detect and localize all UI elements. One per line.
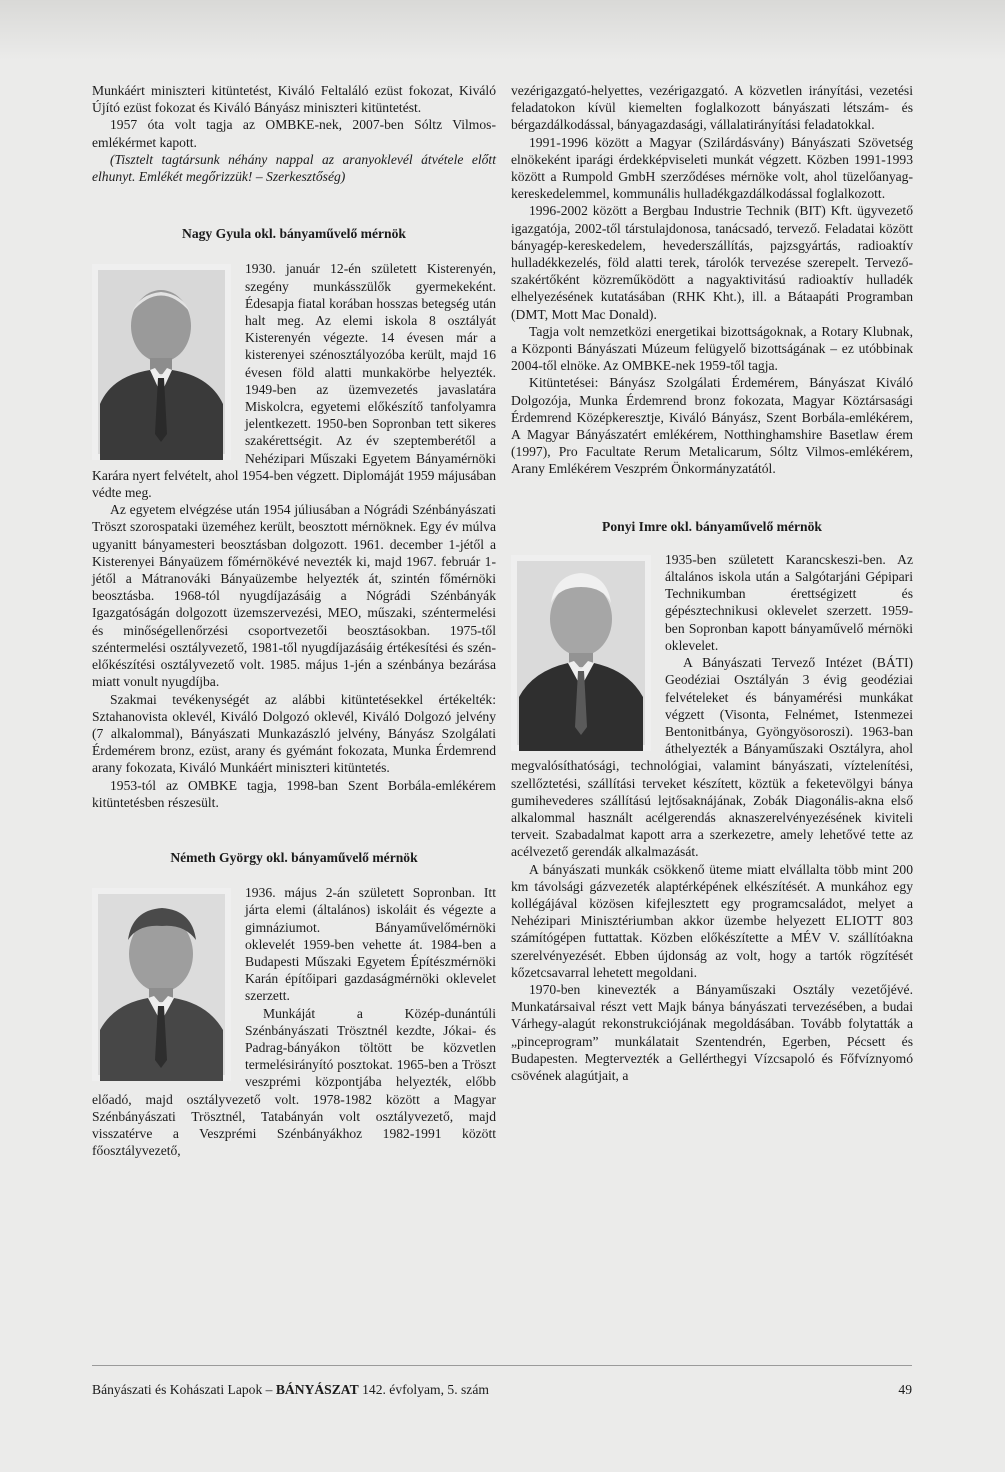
journal-issue: 142. évfolyam, 5. szám [362,1382,489,1397]
bio-paragraph: 1930. január 12-én született Kisterenyén, szegény munkásszülők gyermekeként. Édesapja fiatal korában hosszas betegség után halt meg. Az elemi iskola 8 osztályát Kisterenyén végezte. 14 évesen már a kisterenyei szénosztályozóba került, majd 16 évesen föld alatti munkakörbe helyezték. 1949-ben az üzemvezetés javaslatára Miskolcra, egyetemi előkészítő tanfolyamra jelentkezett. 1950-ben Sopronban tett sikeres szakérettségit. Az év szeptemberétől a Nehézipari Műszaki Egyetem Bányamérnöki Karára nyert felvételt, ahol 1954-ben végzett. Diplomáját 1959 májusában védte meg. [92,261,496,501]
bio-paragraph: 1936. május 2-án született Sopronban. Itt járta elemi (általános) iskoláit és végezte a gimnáziumot. Bányaművelőmérnöki oklevelét 1959-ben vehette át. 1984-ben a Budapesti Műszaki Egyetem Építészmérnöki Karán építőipari gazdaságmérnöki oklevelet szerzett. [245,885,496,1004]
bio-paragraph: 1991-1996 között a Magyar (Szilárdásvány) Bányászati Szövetség elnökeként iparági érdekképviseleti munkát végzett. Közben 1991-1993 között a Rumpold GmbH szerződéses mérnöke volt, ahol tüzelőanyag-kereskedelemmel, kommunális hulladékgazdálkodással foglalkozott. [511,134,913,202]
footer-rule [92,1365,912,1366]
editorial-note: (Tisztelt tagtársunk néhány nappal az aranyoklevél átvétele előtt elhunyt. Emlékét megőrizzük! – Szerkesztőség) [92,151,496,185]
bio-paragraph: 1953-tól az OMBKE tagja, 1998-ban Szent Borbála-emlékérem kitüntetésben részesült. [92,777,496,810]
intro-paragraph: 1957 óta volt tagja az OMBKE-nek, 2007-ben Sóltz Vilmos-emlékérmet kapott. [92,117,496,150]
bio-paragraph: Tagja volt nemzetközi energetikai bizottságoknak, a Rotary Klubnak, a Központi Bányászati Múzeum felügyelő bizottságának – ez utóbbinak 2004-től elnöke. Az OMBKE-nek 1959-től tagja. [511,323,913,374]
scan-edge [0,0,1005,60]
bio-paragraph: 1970-ben kinevezték a Bányaműszaki Osztály vezetőjévé. Munkatársaival részt vett Majk bánya bányászati tervezésében, a budai Várhegy-alagút rekonstrukciójának megoldásában. Tovább folytatták a „pinceprogram” munkálatait Szentendrén, Egerben, Pécsett és Budapesten. Megtervezték a Gellérthegyi Vízcsapoló és Főfvíznyomó csövének alagútjait, a [511,981,913,1083]
portrait-nagy-gyula [92,264,231,460]
section-heading-ponyi-imre: Ponyi Imre okl. bányaművelő mérnök [602,518,822,534]
left-column [92,82,496,1159]
bio-paragraph: 1996-2002 között a Bergbau Industrie Technik (BIT) Kft. ügyvezető igazgatója, 2002-től társtulajdonosa, tanácsadó, tervező. Feladatai között bányagép-kereskedelem, hevederszállítás, pajzsgyártás, radioaktív hulladékkezelés, föld alatti terek, tárolók tervezése szerepelt. Tervező-szakértőként közreműködött a nagyaktivitású radioaktív hulladék elhelyezésének kutatásában (RHK Kht.), ill. a Bátaapáti Programban (DMT, Mott Mac Donald). [511,203,913,322]
journal-title-bold: BÁNYÁSZAT [275,1382,359,1397]
bio-paragraph: Az egyetem elvégzése után 1954 júliusában a Nógrádi Szénbányászati Tröszt szorospataki üzeméhez került, beosztott mérnöknek. Egy év múlva ugyanitt bányamesteri beosztásban dolgozott. 1961. december 1-jétől a Kisterenyei Bányaüzem főmérnökévé nevezték ki, majd 1967. február 1-jétől a Mátranováki Bányaüzembe helyezték át, szintén főmérnöki beosztásba. 1968-tól nyugdíjazásáig a Nógrádi Szénbányák Igazgatóságán dolgozott üzemszervezési, MEO, műszaki, széntermelési és minőségellenőrzési csoportvezetői beosztásokban. 1975-től széntermelési osztályvezető, 1981-től nyugdíjazásáig értékesítési és szén-előkészítési osztályvezető volt. 1985. május 1-jén a szénbánya bezárása miatt vonult nyugdíjba. [92,502,496,690]
portrait-nemeth-gyorgy [92,888,231,1081]
journal-citation [92,1382,489,1398]
journal-name: Bányászati és Kohászati Lapok – [92,1382,273,1397]
bio-paragraph: Szakmai tevékenységét az alábbi kitüntetésekkel értékelték: Sztahanovista oklevél, Kiváló Dolgozó oklevél, Kiváló Dolgozó jelvény (7 alkalommal), Bányászati Munkazászló jelvény, Bányász Szolgálati Érdemérem bronz, ezüst, arany és gyémánt fokozata, Munka Érdemrend arany fokozata, Kiváló Munkáért miniszteri kitüntetés. [92,691,496,776]
bio-paragraph: Munkáját a Közép-dunántúli Szénbányászati Trösztnél kezdte, Jókai- és Padrag-bányákon töltött be közvetlen termelésirányító posztokat. 1965-ben a Tröszt veszprémi központjába helyezték, előbb előadó, majd osztályvezető volt. 1978-1982 között a Magyar Szénbányászati Trösztnél, Tatabányán volt osztályvezető, majd visszatérve a Veszprémi Szénbányákhoz 1982-1991 között főosztályvezető, [92,1005,496,1159]
portrait-ponyi-imre [511,555,651,751]
page-number: 49 [898,1382,912,1397]
bio-paragraph: A bányászati munkák csökkenő üteme miatt elvállalta több mint 200 km távolsági gázvezeték alaptérképének elkészítését. A munkához egy kollégájával közösen kifejlesztett egy programcsaládot, melyet a Nehézipari Minisztériumban akkor üzembe helyezett ELIOTT 803 számítógépen futtattak. Közben előkészítette a MÉV V. szállítóakna szerelvényezését. Ebben újdonság az volt, hogy a tartók rögzítését kőzetcsavarral lehetett megoldani. [511,861,913,980]
bio-paragraph: A Bányászati Tervező Intézet (BÁTI) Geodéziai Osztályán 3 évig geodéziai felvételeket és bányamérési munkákat végzett (Visonta, Felnémet, Istenmezei Bentonitbánya, Gyöngyösoroszi). 1963-ban áthelyezték a Bányaműszaki Osztályra, ahol megvalósíthatósági, technológiai, valamint bányászati, víztelenítési, szellőztetési, szállítási terveket készített, köztük a feketevölgyi bánya gumihevederes szállítású lejtősaknájának, Zobák Diagonális-akna első alkalommal használt acélgerendás aknaszerelvényezésének kiviteli terveit. Szabadalmat kapott arra a szerkezetre, amely lehetővé tette az acélvezető gerendák alkalmazását. [511,655,913,860]
bio-paragraph: vezérigazgató-helyettes, vezérigazgató. A közvetlen irányítási, vezetési feladatokon kívül kiemelten foglalkozott bányászati létszám- és bérgazdálkodással, bányagazdasági, vállalatirányítási feladatokkal. [511,83,913,133]
intro-paragraph: Munkáért miniszteri kitüntetést, Kiváló Feltaláló ezüst fokozat, Kiváló Újító ezüst fokozat és Kiváló Bányász miniszteri kitüntetést. [92,83,496,116]
bio-paragraph: Kitüntetései: Bányász Szolgálati Érdemérem, Bányászat Kiváló Dolgozója, Munka Érdemrend bronz fokozata, Magyar Köztársasági Érdemrend Középkeresztje, Kiváló Bányász, Szent Borbála-emlékérem, A Magyar Bányászatért emlékérem, Notthinghamshire Basetlaw érem (1997), Pro Facultate Rerum Metalicarum, Sóltz Vilmos-emlékérem, Arany Emlékérem Veszprém Önkormányzatától. [511,375,913,477]
bio-paragraph: 1935-ben született Karancskeszi-ben. Az általános iskola után a Salgótarjáni Gépipari Technikumban érettségizett és gépésztechnikusi oklevelet szerzett. 1959-ben Sopronban kapott bányaművelő mérnöki oklevelet. [665,551,913,653]
right-column [511,82,913,1084]
section-heading-nagy-gyula: Nagy Gyula okl. bányaművelő mérnök [182,226,406,242]
section-heading-nemeth-gyorgy: Németh György okl. bányaművelő mérnök [170,849,418,865]
